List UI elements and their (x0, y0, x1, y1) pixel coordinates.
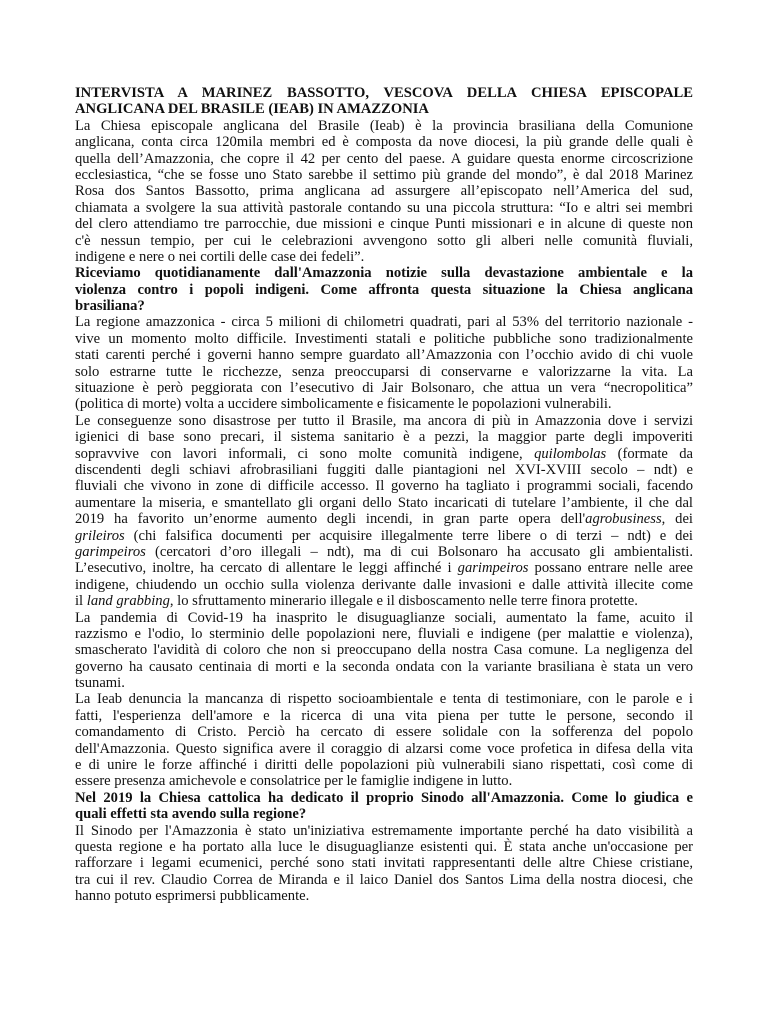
text-line: del clero attendiamo tre parrocchie, due missioni e cinque Punti missionari e in alcune di queste non (75, 216, 693, 233)
text-span: (chi falsifica documenti per acquisire illegalmente terre libere o di terzi – ndt) e dei (124, 527, 693, 544)
text-line: tra cui il rev. Claudio Correa de Miranda e il laico Daniel dos Santos Lima della nostra diocesi, che (75, 871, 693, 888)
text-span: sopravvive con lavori informali, ci sono molte comunità indigene, (75, 445, 535, 462)
text-line: Riceviamo quotidianamente dall'Amazzonia notizie sulla devastazione ambientale e la (75, 265, 693, 282)
text-line: dell'Amazzonia. Questo significa avere il coraggio di alzarsi come voce profetica in difesa della vita (75, 740, 693, 757)
text-line: quella dell’Amazzonia, che copre il 42 per cento del paese. A guidare questa enorme circoscrizione (75, 150, 693, 167)
section-heading (75, 790, 693, 823)
text-line: ANGLICANA DEL BRASILE (IEAB) IN AMAZZONIA (75, 101, 429, 118)
section-heading (75, 85, 693, 118)
text-line: Il Sinodo per l'Amazzonia è stato un'iniziativa estremamente importante perché ha dato visibilità a (75, 822, 693, 839)
document-body (75, 85, 693, 905)
italic-term: land grabbing (86, 593, 170, 610)
text-line: chiamata a svolgere la sua attività pastorale contando su una piccola struttura: “Io e altri sei membri (75, 199, 693, 216)
text-line: solo estrarne tutte le ricchezze, senza preoccuparsi di conservarne e valorizzarne la vita. La (75, 363, 693, 380)
text-span: 2019 ha favorito un’enorme aumento degli incendi, in gran parte opera dell' (75, 511, 586, 528)
text-line: fluviali che vivono in zone di difficile accesso. Il governo ha tagliato i programmi sociali, facendo (75, 478, 693, 495)
text-line: Nel 2019 la Chiesa cattolica ha dedicato il proprio Sinodo all'Amazzonia. Come lo giudica e (75, 789, 693, 806)
text-line: razzismo e l'odio, lo sterminio delle popolazioni nere, fluviali e indigene (per malattie e violenza), (75, 625, 693, 642)
text-span: (cercatori d’oro illegali – ndt), ma di cui Bolsonaro ha accusato gli ambientalisti. (145, 543, 693, 560)
text-line: essere presenza amichevole e consolatrice per le famiglie indigene in lutto. (75, 773, 513, 790)
text-line: La Chiesa episcopale anglicana del Brasile (Ieab) è la provincia brasiliana della Comunione (75, 117, 693, 134)
italic-term: quilombolas (534, 445, 607, 462)
text-line: aumentare la miseria, e smantellato gli organi dello Stato incaricati di tutelare l’ambiente, il che dal (75, 494, 693, 511)
text-line: fatti, l'esperienza dell'amore e la ricerca di una vita piena per tutte le persone, secondo il (75, 707, 693, 724)
text-line: stati carenti perché i governi hanno sempre guardato all’Amazzonia con l’occhio avido di chi vuole (75, 347, 693, 364)
text-line: brasiliana? (75, 298, 145, 315)
paragraph (75, 823, 693, 905)
text-line: c'è nessun tempio, per cui le celebrazioni avvengono sotto gli alberi nelle comunità fluviali, (75, 232, 693, 249)
text-line (75, 528, 693, 544)
text-line: situazione è però peggiorata con l’esecutivo di Jair Bolsonaro, che attua un vera “necropolitica” (75, 380, 693, 397)
paragraph (75, 610, 693, 692)
text-line: La pandemia di Covid-19 ha inasprito le disuguaglianze sociali, aumentato la fame, acuito il (75, 609, 693, 626)
text-line (75, 446, 693, 462)
text-line: governo ha causato centinaia di morti e la seconda ondata con la variante brasiliana è stata un vero (75, 658, 693, 675)
text-line: (politica di morte) volta a uccidere simbolicamente e fisicamente le popolazioni vulnerabili. (75, 396, 612, 413)
text-line: hanno potuto esprimersi pubblicamente. (75, 888, 310, 905)
text-line: La regione amazzonica - circa 5 milioni di chilometri quadrati, pari al 53% del territorio nazionale - (75, 314, 693, 331)
text-span: possano entrare nelle aree (528, 560, 693, 577)
text-line: igienici di base sono precari, il sistema sanitario è a pezzi, la maggior parte degli impoveriti (75, 429, 693, 446)
italic-term: grileiros (75, 527, 125, 544)
text-line (75, 560, 693, 576)
text-line: La Ieab denuncia la mancanza di rispetto socioambientale e tenta di testimoniare, con le parole e i (75, 691, 693, 708)
text-span: , dei (661, 511, 693, 528)
text-line: Rosa dos Santos Bassotto, prima anglicana ad assurgere all’episcopato nell’America del sud, (75, 183, 693, 200)
text-span: il (75, 593, 87, 610)
text-line: anglicana, conta circa 120mila membri ed è composta da nove diocesi, la più grande delle quali è (75, 134, 693, 151)
text-span: , lo sfruttamento minerario illegale e il disboscamento nelle terre finora protette. (169, 593, 638, 610)
paragraph (75, 118, 693, 266)
text-line: Le conseguenze sono disastrose per tutto il Brasile, ma ancora di più in Amazzonia dove i servizi (75, 412, 693, 429)
text-line: e di unire le forze affinché i diritti delle popolazioni più vulnerabili siano rispettati, così come di (75, 757, 693, 774)
text-line: rafforzare i legami ecumenici, perché sono stati invitati rappresentanti delle altre Chiese cristiane, (75, 855, 693, 872)
text-line: vive un momento molto difficile. Investimenti statali e politiche pubbliche sono tradizionalmente (75, 330, 693, 347)
text-line: questa regione e ha portato alla luce le disuguaglianze esistenti qui. È stata anche un'occasione per (75, 838, 693, 855)
text-line: indigene e nere o nei cortili delle case dei fedeli”. (75, 248, 365, 265)
text-line: INTERVISTA A MARINEZ BASSOTTO, VESCOVA DELLA CHIESA EPISCOPALE (75, 85, 693, 101)
text-line: ecclesiastica, “che se fosse uno Stato sarebbe il settimo più grande del mondo”, è dal 2018 Marinez (75, 166, 693, 183)
text-line: indigene, chiudendo un occhio sulla violenza derivante dalle invasioni e dalle attività illecite come (75, 576, 693, 593)
text-line: tsunami. (75, 675, 125, 692)
section-heading (75, 265, 693, 314)
paragraph (75, 413, 693, 610)
italic-term: garimpeiros (457, 560, 529, 577)
text-line (75, 511, 693, 527)
text-line: discendenti degli schiavi afrobrasiliani fuggiti dalle piantagioni nel XVI-XVIII secolo – ndt) e (75, 461, 693, 478)
text-line: violenza contro i popoli indigeni. Come affronta questa situazione la Chiesa anglicana (75, 281, 693, 298)
text-line: comandamento di Cristo. Perciò ha cercato di essere solidale con la sofferenza del popolo (75, 724, 693, 741)
text-line (75, 544, 693, 560)
text-line (75, 593, 693, 609)
text-span: L’esecutivo, inoltre, ha cercato di allentare le leggi affinché i (75, 560, 458, 577)
text-span: (formate da (606, 445, 694, 462)
text-line: smascherato l'avidità di coloro che non si preoccupano della nostra Casa comune. La negligenza del (75, 642, 693, 659)
text-line: quali effetti sta avendo sulla regione? (75, 806, 307, 823)
paragraph (75, 691, 693, 789)
italic-term: garimpeiros (75, 543, 146, 560)
paragraph (75, 314, 693, 412)
italic-term: agrobusiness (585, 511, 662, 528)
